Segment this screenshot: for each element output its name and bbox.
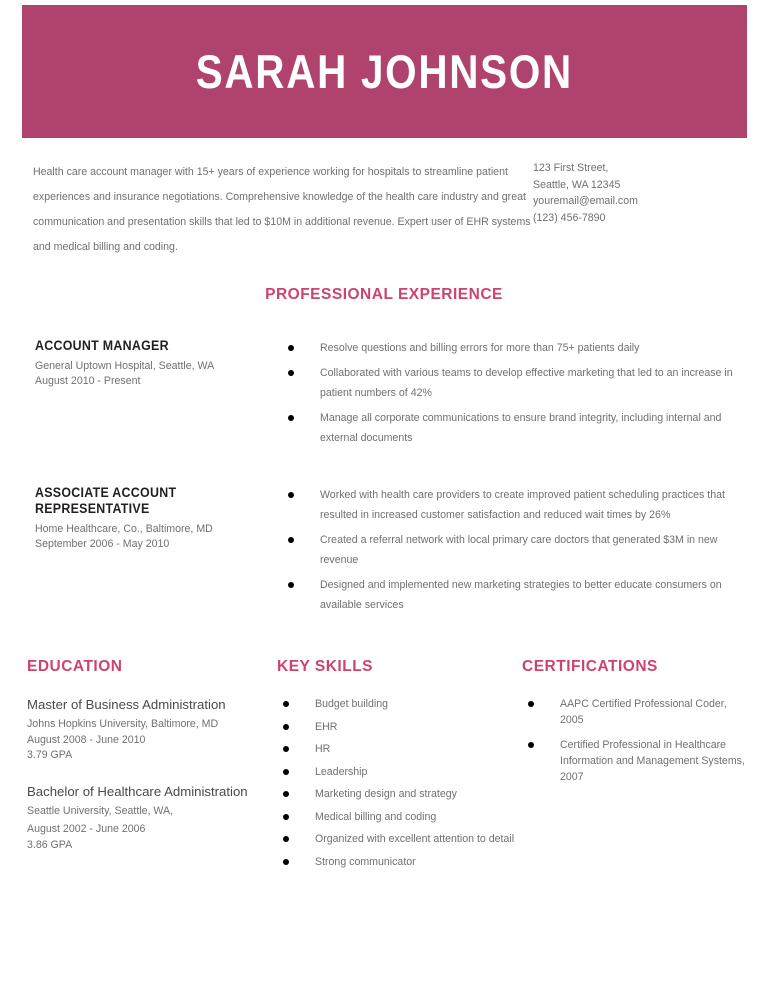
job-dates: August 2010 - Present bbox=[35, 375, 141, 387]
skills-column bbox=[277, 658, 522, 876]
contact-phone[interactable]: (123) 456-7890 bbox=[533, 211, 606, 224]
experience-entry-left bbox=[35, 485, 275, 620]
section-heading-education-wrap bbox=[27, 658, 277, 696]
experience-entry-right bbox=[282, 485, 768, 620]
contact-block bbox=[533, 160, 638, 260]
skill-item: Marketing design and strategy bbox=[277, 786, 522, 802]
experience-entry bbox=[0, 338, 768, 453]
job-bullet: Worked with health care providers to create improved patient scheduling practices that resulted in increased customer satisfaction and reduced wait times by 26% bbox=[282, 485, 744, 525]
job-bullet: Resolve questions and billing errors for more than 75+ patients daily bbox=[282, 338, 744, 358]
section-heading-certifications: CERTIFICATIONS bbox=[522, 658, 658, 675]
candidate-name: SARAH JOHNSON bbox=[195, 45, 574, 98]
certifications-list bbox=[522, 696, 746, 785]
job-bullet: Manage all corporate communications to ensure brand integrity, including internal and external documents bbox=[282, 408, 744, 448]
header-banner bbox=[22, 5, 747, 138]
section-heading-experience: PROFESSIONAL EXPERIENCE bbox=[265, 286, 503, 303]
education-degree: Master of Business Administration bbox=[27, 697, 226, 712]
contact-email[interactable]: youremail@email.com bbox=[533, 195, 638, 207]
section-heading-certifications-wrap bbox=[522, 658, 746, 696]
skill-item: Medical billing and coding bbox=[277, 809, 522, 825]
contact-city-state-zip: Seattle, WA 12345 bbox=[533, 178, 621, 191]
section-heading-education: EDUCATION bbox=[27, 658, 123, 675]
job-bullet-list bbox=[282, 485, 744, 615]
education-dates: August 2002 - June 2006 bbox=[27, 823, 146, 835]
section-heading-skills-wrap bbox=[277, 658, 522, 696]
job-title: ACCOUNT MANAGER bbox=[35, 338, 169, 353]
job-company: General Uptown Hospital, Seattle, WA bbox=[35, 360, 215, 372]
education-column bbox=[27, 658, 277, 876]
education-entry bbox=[27, 783, 277, 854]
education-degree: Bachelor of Healthcare Administration bbox=[27, 783, 248, 799]
education-school: Johns Hopkins University, Baltimore, MD bbox=[27, 718, 219, 730]
section-heading-skills: KEY SKILLS bbox=[277, 658, 374, 675]
experience-entry-right bbox=[282, 338, 768, 453]
experience-entry bbox=[0, 485, 768, 620]
education-school: Seattle University, Seattle, WA, bbox=[27, 804, 174, 817]
job-title: ASSOCIATE ACCOUNT REPRESENTATIVE bbox=[35, 485, 177, 516]
job-bullet: Collaborated with various teams to develop effective marketing that led to an increase in patient numbers of 42% bbox=[282, 363, 744, 403]
job-bullet-list bbox=[282, 338, 744, 448]
professional-summary: Health care account manager with 15+ years of experience working for hospitals to streamline patient experiences and insurance negotiations. Comprehensive knowledge of the health care industry and great communication and presentation skills that led to $10M in additional revenue. Expert user of EHR systems and medical billing and coding. bbox=[33, 166, 531, 253]
skill-item: EHR bbox=[277, 719, 522, 735]
education-gpa: 3.79 GPA bbox=[27, 749, 73, 761]
education-gpa: 3.86 GPA bbox=[27, 838, 73, 851]
certification-item: AAPC Certified Professional Coder, 2005 bbox=[522, 696, 746, 728]
skill-item: Budget building bbox=[277, 696, 522, 712]
contact-street: 123 First Street, bbox=[533, 162, 609, 174]
job-dates: September 2006 - May 2010 bbox=[35, 538, 170, 550]
skills-list bbox=[277, 696, 522, 870]
skill-item: HR bbox=[277, 741, 522, 757]
experience-entry-left bbox=[35, 338, 275, 453]
section-heading-experience-wrap bbox=[0, 286, 768, 304]
skill-item: Strong communicator bbox=[277, 854, 522, 870]
skill-item: Organized with excellent attention to detail bbox=[277, 831, 522, 847]
job-bullet: Created a referral network with local primary care doctors that generated $3M in new revenue bbox=[282, 530, 744, 570]
job-bullet: Designed and implemented new marketing strategies to better educate consumers on available services bbox=[282, 575, 744, 615]
certifications-column bbox=[522, 658, 768, 876]
skill-item: Leadership bbox=[277, 764, 522, 780]
certification-item: Certified Professional in Healthcare Information and Management Systems, 2007 bbox=[522, 737, 746, 785]
bottom-columns bbox=[0, 658, 768, 876]
summary-contact-row bbox=[0, 160, 768, 260]
education-entry bbox=[27, 696, 277, 764]
education-dates: August 2008 - June 2010 bbox=[27, 733, 146, 746]
job-company: Home Healthcare, Co., Baltimore, MD bbox=[35, 523, 213, 535]
